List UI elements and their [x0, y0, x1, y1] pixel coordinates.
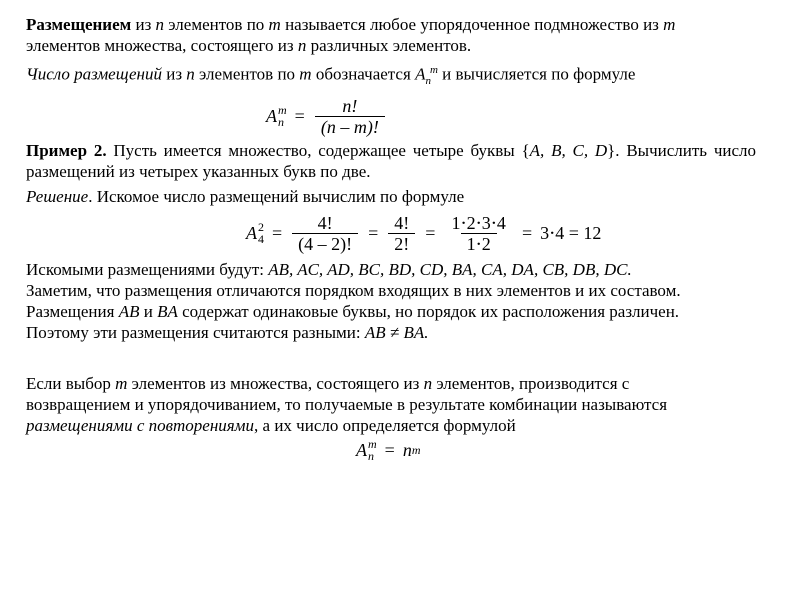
fraction: $\frac{4!}{(4 - 2)!}$ [292, 213, 358, 254]
term-razmeshcheniem: Размещением [26, 15, 132, 34]
fraction: $\frac{1\cdot 2\cdot 3\cdot 4}{1\cdot 2}$ [451, 212, 506, 254]
term-razmeshcheniya-s-povtoreniyami: размещениями с повторениями [26, 416, 255, 436]
result-lines: Искомыми размещениями будут: AB, AC, AD, BC, BD, CD, BA, CA, DA, CB, DB, DC. Заметим, что размещения отличаются порядком входящих в них элементов и их составом. Размещения AB и BA содержат одинаковые буквы, но порядок их расположения различен. Поэтому эти размещения считаются разными: AB ≠ BA. [26, 260, 681, 343]
definition-paragraph: Размещением из n элементов по m называется любое упорядоченное подмножество из m элементов множества, состоящего из n различных элементов. [26, 15, 676, 55]
formula-example: A 2 4 = $\frac{4!}{(4 - 2)!}$ = $\frac{4!}{2!}$ = $\frac{1\cdot 2\cdot 3\cdot 4}{1\cdot 2}$ = 3⋅4 = 12 [246, 212, 602, 254]
repetition-paragraph: Если выбор m элементов из множества, состоящего из n элементов, производится с возвращением и упорядочиванием, то получаемые в результате комбинации называются размещениями с повторениями, а их число определяется формулой [26, 374, 668, 436]
fraction: $\frac{n!}{(n - m)!}$ [315, 96, 385, 137]
formula-arrangements: A m n = $\frac{n!}{(n - m)!}$ [266, 92, 756, 140]
example-label: Пример 2. [26, 141, 107, 161]
solution-label: Решение [26, 187, 89, 207]
fraction: $\frac{4!}{2!}$ [388, 213, 415, 254]
example-paragraph: Пример 2. Пусть имеется множество, содержащее четыре буквы {A, B, C, D}. Вычислить число размещений из четырех указанных букв по две. [26, 141, 757, 182]
term-chislo-razmeshcheniy: Число размещений [26, 64, 162, 84]
solution-paragraph: Решение. Искомое число размещений вычислим по формуле [26, 187, 465, 207]
document-page [26, 14, 756, 464]
count-paragraph: Число размещений из n элементов по m обозначается $A_n^m$ и вычисляется по формуле [26, 64, 636, 88]
formula-with-repetition: A m n = n m [356, 437, 421, 464]
